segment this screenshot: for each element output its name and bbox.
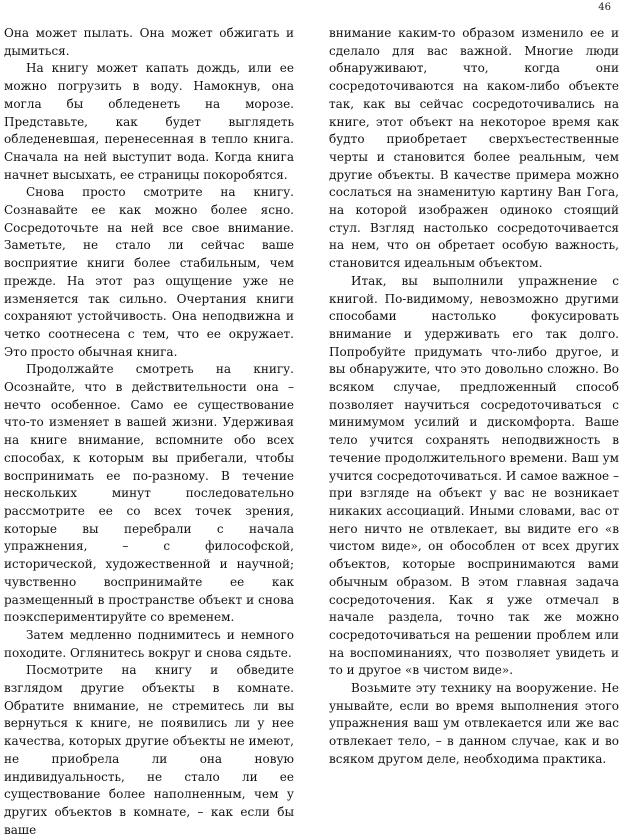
paragraph: внимание каким-то образом изменило ее и сделало для вас важной. Многие люди обнаруживают, что, когда они сосредоточиваются на каком-либо объекте так, как вы сейчас сосредоточивались на книге, этот объект на некоторое время как будто приобретает сверхъестественные черты и становится более реальным, чем другие объекты. В качестве примера можно сослаться на знаменитую картину Ван Гога, на которой изображен одиноко стоящий стул. Взгляд настолько сосредоточивается на нем, что он обретает особую важность, становится идеальным объектом.	[329, 26, 619, 271]
paragraph: Затем медленно поднимитесь и немного походите. Оглянитесь вокруг и снова сядьте.	[4, 627, 294, 660]
paragraph: Возьмите эту технику на вооружение. Не унывайте, если во время выполнения этого упражнения ваш ум отвлекается или же вас отвлекает тело, – в данном случае, как и во всяком другом деле, необходима практика.	[329, 681, 619, 766]
paragraph: Снова просто смотрите на книгу. Сознавайте ее как можно более ясно. Сосредоточьте на ней все свое внимание. Заметьте, не стало ли сейчас ваше восприятие книги более стабильным, чем прежде. На этот раз ощущение уже не изменяется так сильно. Очертания книги сохраняют устойчивость. Она неподвижна и четко соотнесена с тем, что ее окружает. Это просто обычная книга.	[4, 185, 294, 359]
right-column	[329, 25, 619, 769]
paragraph: Итак, вы выполнили упражнение с книгой. По-видимому, невозможно другими способами настолько фокусировать внимание и удерживать его так долго. Попробуйте придумать что-либо другое, и вы обнаружите, что это довольно сложно. Во всяком случае, предложенный способ позволяет научиться сосредоточиваться с минимумом усилий и дискомфорта. Ваше тело учится сохранять неподвижность в течение продолжительного времени. Ваш ум учится сосредоточиваться. И самое важное – при взгляде на объект у вас не возникает никаких ассоциаций. Иными словами, вас от него ничто не отвлекает, вы видите его «в чистом виде», он обособлен от всех других объектов, которые воспринимаются вами обычным образом. В этом главная задача сосредоточения. Как я уже отмечал в начале раздела, точно так же можно сосредоточиваться на решении проблем или на воспоминаниях, что позволяет увидеть и то и другое «в чистом виде».	[329, 273, 619, 678]
paragraph: Посмотрите на книгу и обведите взглядом другие объекты в комнате. Обратите внимание, не стремитесь ли вы вернуться к книге, не появились ли у нее качества, которых другие объекты не имеют, не приобрела ли она новую индивидуальность, не стало ли ее существование более наполненным, чем у других объектов в комнате, – как если бы ваше	[4, 663, 294, 837]
page-number: 46	[598, 2, 611, 13]
paragraph: Она может пылать. Она может обжигать и дымиться.	[4, 26, 294, 58]
left-column	[4, 25, 294, 839]
paragraph: На книгу может капать дождь, или ее можно погрузить в воду. Намокнув, она могла бы обледенеть на морозе. Представьте, как будет выглядеть обледеневшая, перенесенная в тепло книга. Сначала на ней выступит вода. Когда книга начнет высыхать, ее страницы покоробятся.	[4, 61, 294, 182]
paragraph: Продолжайте смотреть на книгу. Осознайте, что в действительности она – нечто особенное. Само ее существование что-то изменяет в вашей жизни. Удерживая на книге внимание, вспомните обо всех способах, к которым вы прибегали, чтобы воспринимать ее по-разному. В течение нескольких минут последовательно рассмотрите ее со всех точек зрения, которые вы перебрали с начала упражнения, – с философской, исторической, художественной и научной; чувственно воспринимайте ее как размещенный в пространстве объект и снова поэкспериментируйте со временем.	[4, 362, 294, 625]
